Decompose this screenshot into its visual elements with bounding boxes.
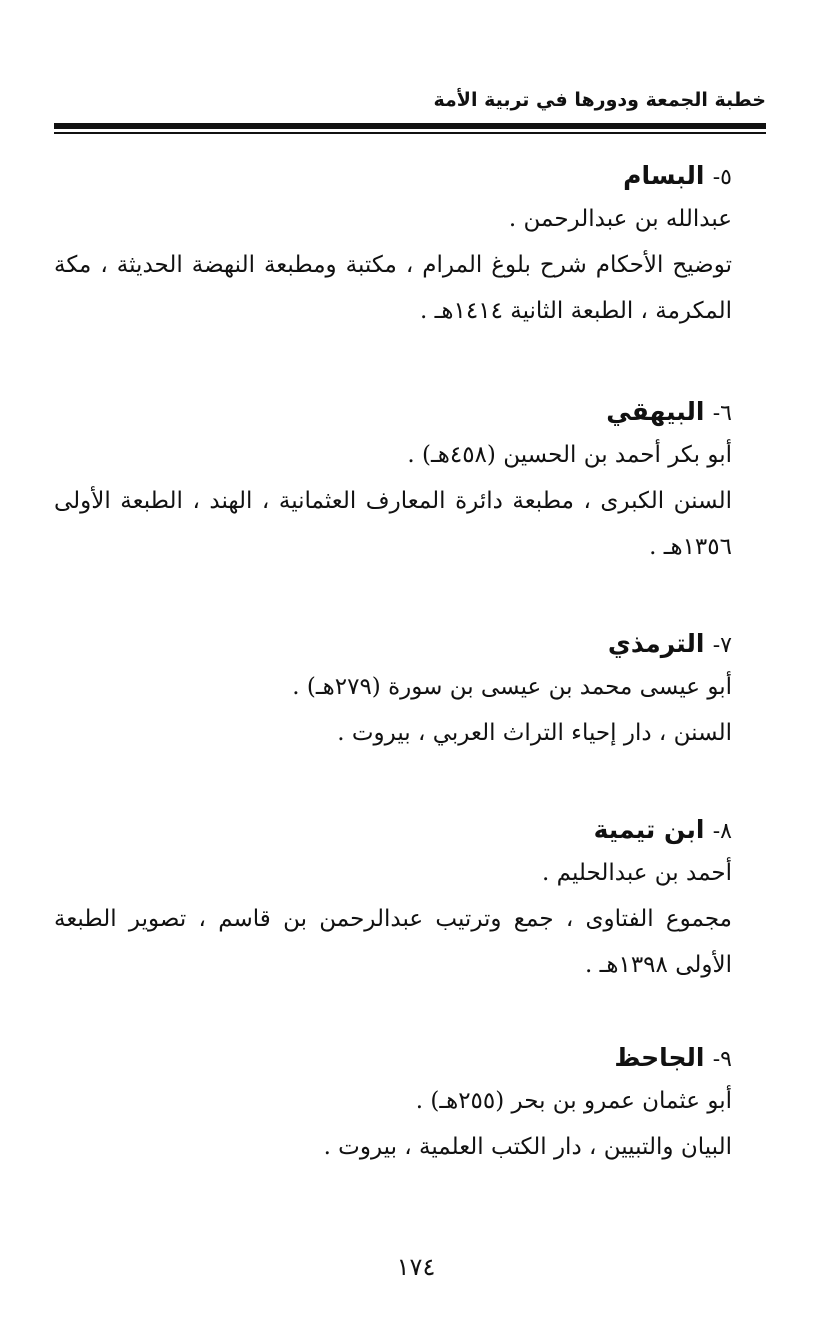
header-rule-thick	[54, 123, 766, 129]
entry-author: عبدالله بن عبدالرحمن .	[508, 206, 732, 232]
entry-number: ٩-	[712, 1047, 732, 1072]
entry-name: الترمذي	[607, 629, 705, 658]
entry-name: البيهقي	[606, 397, 705, 426]
entry-name: البسام	[623, 161, 705, 190]
entry-title	[54, 624, 732, 664]
entry-title	[54, 156, 732, 196]
entry-work: السنن ، دار إحياء التراث العربي ، بيروت .	[337, 720, 732, 746]
entry-number: ٨-	[712, 819, 732, 844]
entry-author: أبو عثمان عمرو بن بحر (٢٥٥هـ) .	[415, 1088, 732, 1114]
entry-work: مجموع الفتاوى ، جمع وترتيب عبدالرحمن بن قاسم ، تصوير الطبعة الأولى ١٣٩٨هـ .	[54, 906, 732, 978]
entry-title	[54, 810, 732, 850]
header-rule-thin	[54, 132, 766, 134]
entry-number: ٥-	[712, 165, 732, 190]
reference-entry-7	[54, 624, 732, 756]
entry-number: ٧-	[712, 633, 732, 658]
entry-number: ٦-	[712, 401, 732, 426]
entry-work: البيان والتبيين ، دار الكتب العلمية ، بيروت .	[323, 1134, 732, 1160]
entry-name: الجاحظ	[614, 1043, 705, 1072]
entry-name: ابن تيمية	[593, 815, 705, 844]
entry-title	[54, 1038, 732, 1078]
entry-author: أبو بكر أحمد بن الحسين (٤٥٨هـ) .	[407, 442, 732, 468]
entry-author: أحمد بن عبدالحليم .	[542, 860, 732, 886]
running-header: خطبة الجمعة ودورها في تربية الأمة	[433, 89, 766, 111]
entry-author: أبو عيسى محمد بن عيسى بن سورة (٢٧٩هـ) .	[292, 674, 732, 700]
reference-entry-6	[54, 392, 732, 570]
entry-work: السنن الكبرى ، مطبعة دائرة المعارف العثمانية ، الهند ، الطبعة الأولى ١٣٥٦هـ .	[54, 488, 732, 560]
page-number: ١٧٤	[396, 1253, 436, 1281]
reference-entry-9	[54, 1038, 732, 1170]
entry-title	[54, 392, 732, 432]
reference-entry-8	[54, 810, 732, 988]
reference-entry-5	[54, 156, 732, 334]
entry-work: توضيح الأحكام شرح بلوغ المرام ، مكتبة ومطبعة النهضة الحديثة ، مكة المكرمة ، الطبعة الثانية ١٤١٤هـ .	[54, 252, 732, 324]
